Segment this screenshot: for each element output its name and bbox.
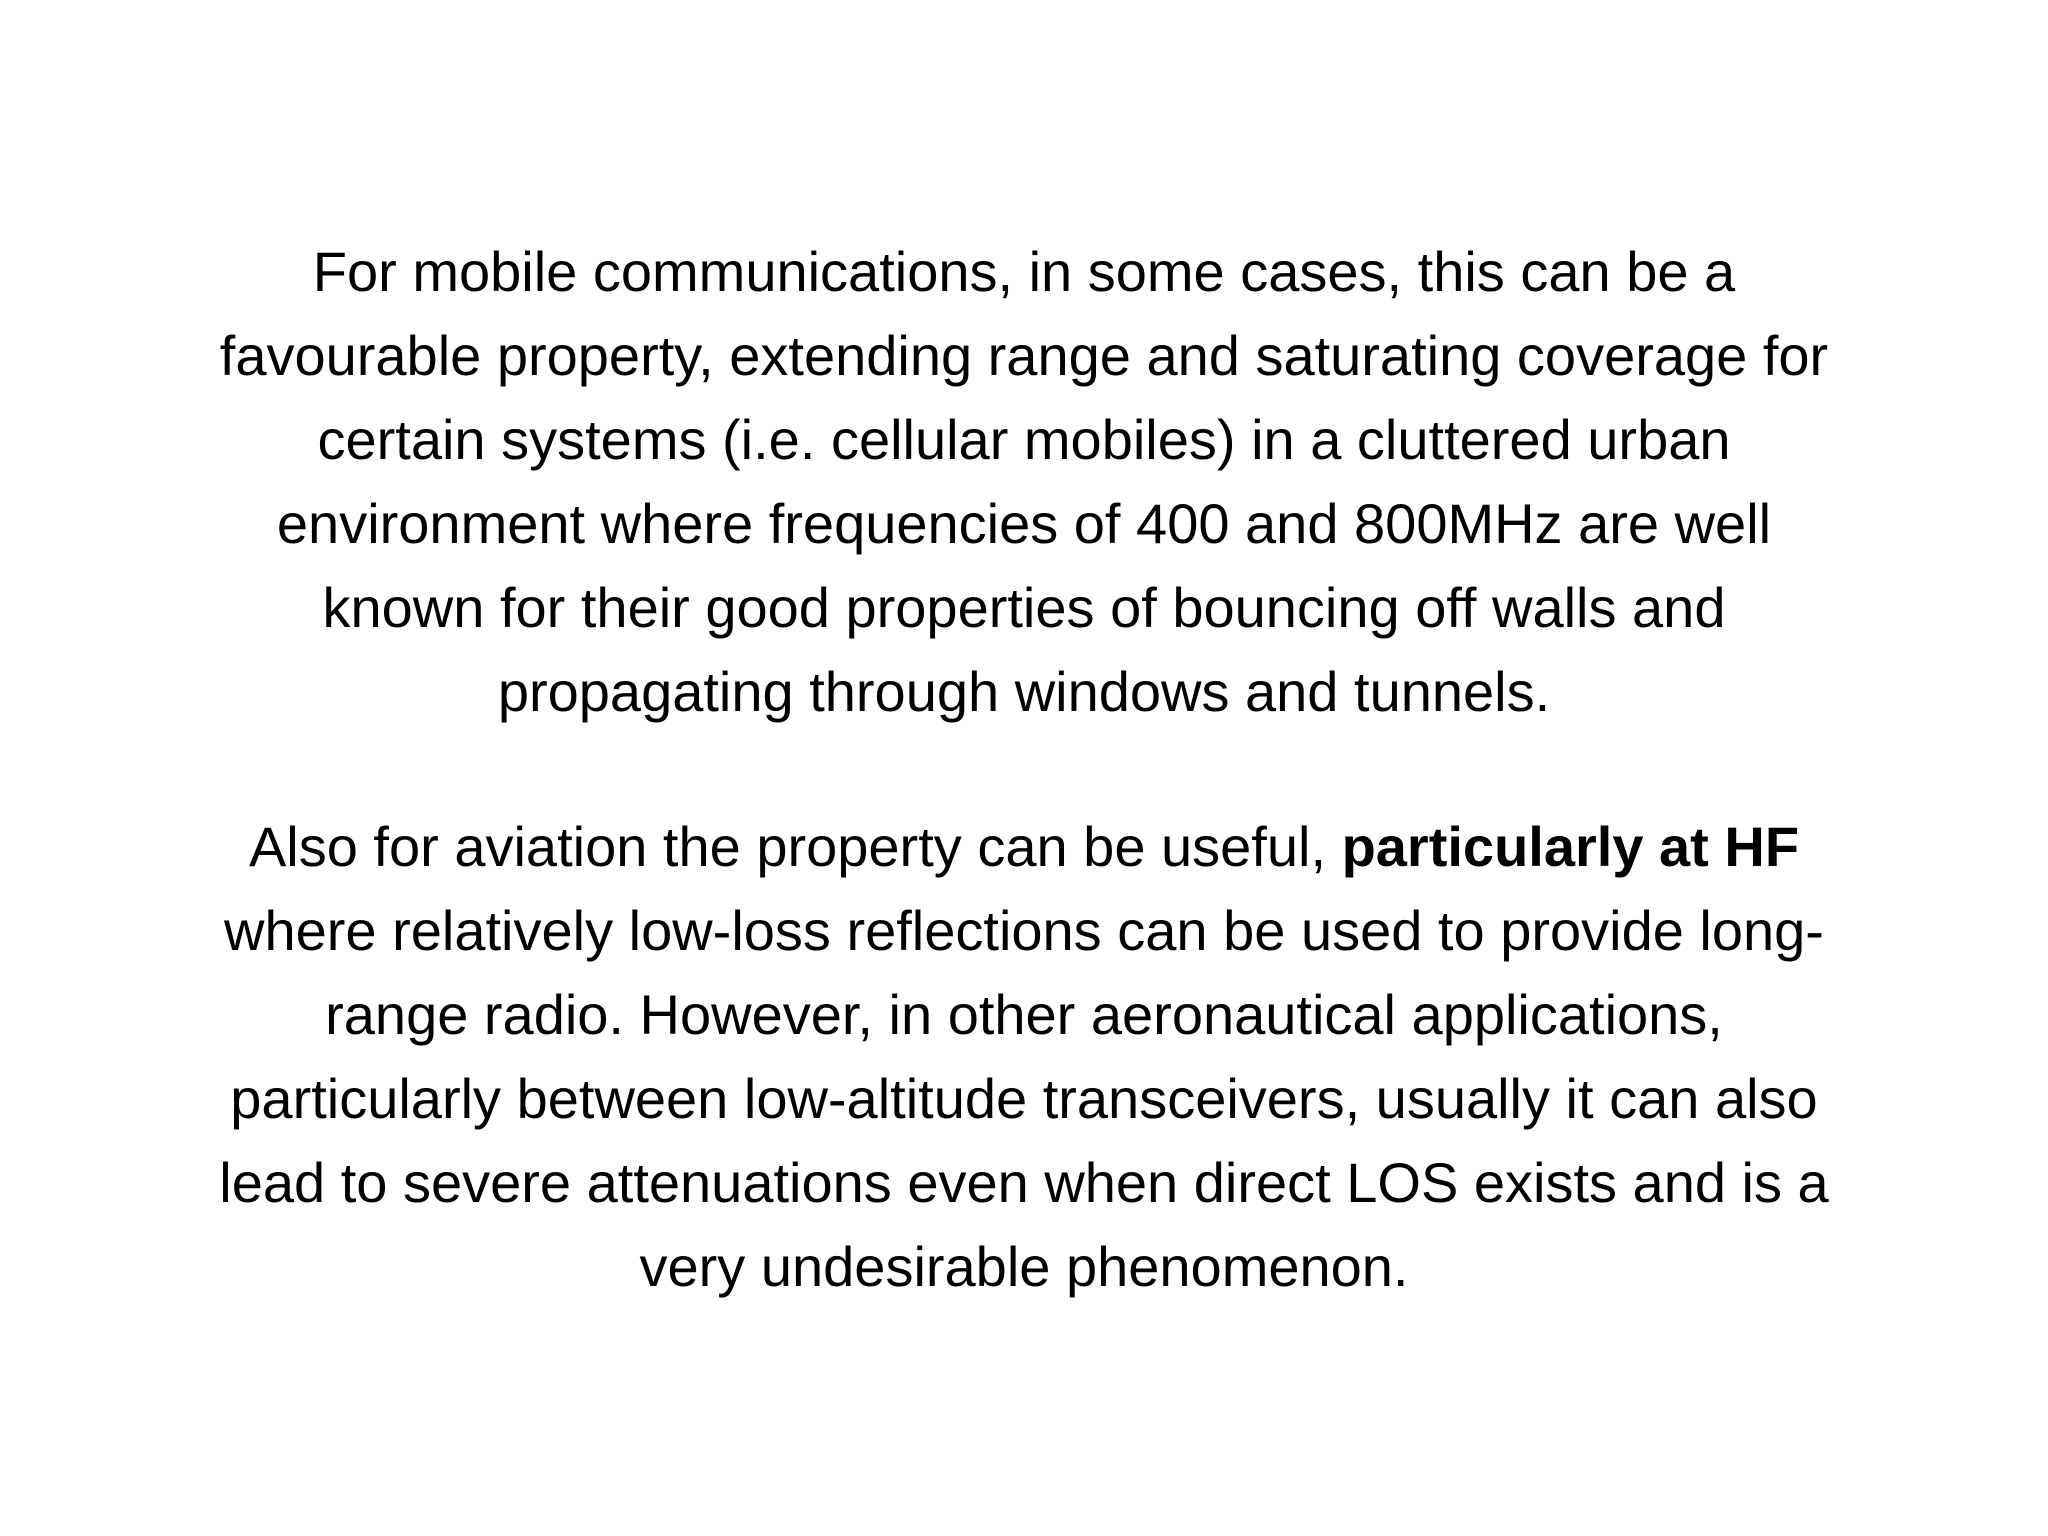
paragraph-line: environment where frequencies of 400 and 800MHz are well (276, 492, 1772, 555)
paragraph-line-prefix: Also for aviation the property can be useful, (248, 815, 1342, 878)
paragraph-line: propagating through windows and tunnels. (497, 660, 1551, 723)
paragraph-mobile-communications (100, 230, 1948, 734)
paragraph-aviation (100, 805, 1948, 1309)
paragraph-line-with-emphasis (100, 805, 1948, 889)
emphasis-text: particularly at HF (1341, 815, 1800, 878)
paragraph-line: favourable property, extending range and saturating coverage for (219, 324, 1829, 387)
paragraph-line: particularly between low-altitude transceivers, usually it can also (230, 1067, 1818, 1130)
paragraph-line: very undesirable phenomenon. (639, 1235, 1409, 1298)
paragraph-line: certain systems (i.e. cellular mobiles) in a cluttered urban (317, 408, 1731, 471)
paragraph-line: where relatively low-loss reflections can be used to provide long- (224, 899, 1824, 962)
paragraph-line: known for their good properties of bouncing off walls and (322, 576, 1726, 639)
paragraph-line: range radio. However, in other aeronautical applications, (325, 983, 1723, 1046)
paragraph-line: lead to severe attenuations even when direct LOS exists and is a (219, 1151, 1829, 1214)
paragraph-line: For mobile communications, in some cases, this can be a (312, 240, 1736, 303)
